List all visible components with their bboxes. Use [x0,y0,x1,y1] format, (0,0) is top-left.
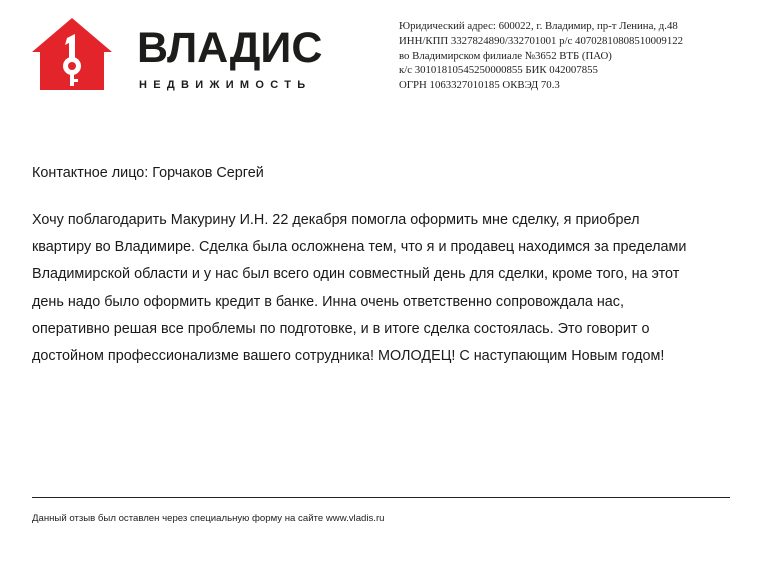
house-key-icon [31,16,113,92]
review-line: достойном профессионализме вашего сотрудника! МОЛОДЕЦ! С наступающим Новым годом! [32,348,665,365]
company-requisites [399,19,759,93]
review-line: оперативно решая все проблемы по подготовке, и в итоге сделка состоялась. Это говорит о [32,320,650,337]
requisites-line: Юридический адрес: 600022, г. Владимир, пр-т Ленина, д.48 [399,20,678,32]
requisites-line: ИНН/КПП 3327824890/332701001 р/с 40702810808510009122 [399,34,684,47]
review-line: квартиру во Владимире. Сделка была осложнена тем, что я и продавец находимся за пределами [32,239,687,256]
requisites-line: ОГРН 1063327010185 ОКВЭД 70.3 [399,79,560,92]
company-logo [31,16,341,96]
logo-name: ВЛАДИС [137,24,323,72]
review-text [32,207,742,370]
contact-person: Контактное лицо: Горчаков Сергей [32,165,264,181]
footer-note: Данный отзыв был оставлен через специальную форму на сайте www.vladis.ru [32,513,385,524]
footer-divider [32,497,730,498]
requisites-line: во Владимирском филиале №3652 ВТБ (ПАО) [399,49,612,62]
logo-subtitle: НЕДВИЖИМОСТЬ [139,79,312,91]
review-line: Владимирской области и у нас был всего один совместный день для сделки, кроме того, на этот [32,266,680,283]
requisites-line: к/с 30101810545250000855 БИК 042007855 [399,64,598,77]
review-line: Хочу поблагодарить Макурину И.Н. 22 декабря помогла оформить мне сделку, я приобрел [32,212,640,228]
review-line: день надо было оформить кредит в банке. Инна очень ответственно сопровождала нас, [32,293,624,310]
